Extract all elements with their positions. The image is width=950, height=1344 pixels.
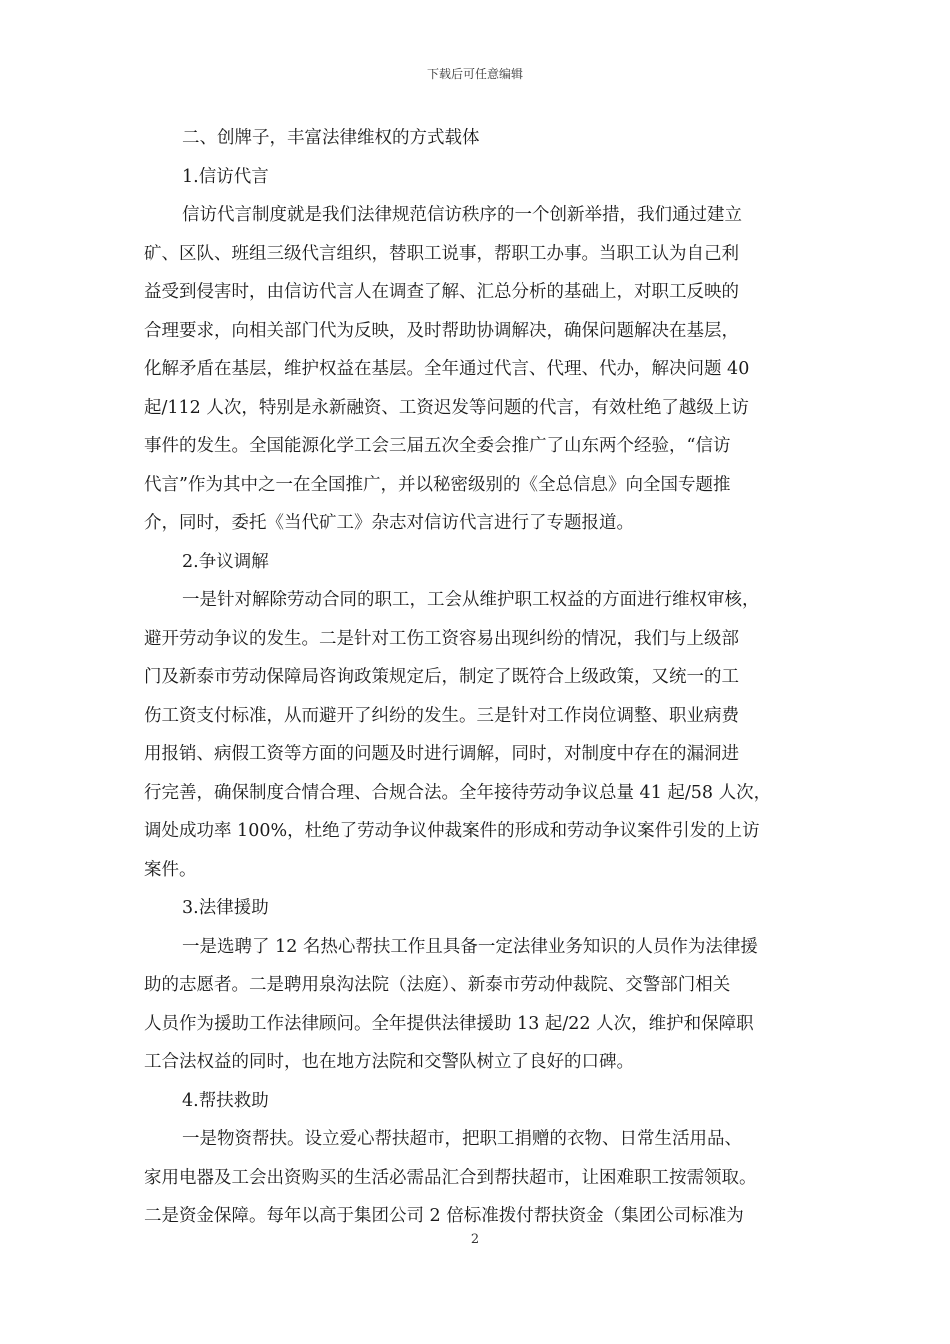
text-line: 1.信访代言 [182, 166, 269, 187]
text-line: 助的志愿者。二是聘用泉沟法院（法庭）、新泰市劳动仲裁院、交警部门相关 [144, 975, 731, 995]
text-line: 一是选聘了 12 名热心帮扶工作且具备一定法律业务知识的人员作为法律援 [182, 936, 758, 957]
text-line: 代言”作为其中之一在全国推广，并以秘密级别的《全总信息》向全国专题推 [144, 474, 731, 495]
text-line: 伤工资支付标准，从而避开了纠纷的发生。三是针对工作岗位调整、职业病费 [144, 705, 739, 726]
text-line: 行完善，确保制度合情合理、合规合法。全年接待劳动争议总量 41 起/58 人次， [144, 782, 772, 803]
text-line: 事件的发生。全国能源化学工会三届五次全委会推广了山东两个经验，“信访 [144, 436, 731, 456]
text-line: 家用电器及工会出资购买的生活必需品汇合到帮扶超市，让困难职工按需领取。 [144, 1167, 757, 1188]
text-line: 案件。 [144, 859, 197, 880]
text-line: 2.争议调解 [182, 551, 269, 572]
text-line: 二是资金保障。每年以高于集团公司 2 倍标准拨付帮扶资金（集团公司标准为 [144, 1206, 744, 1226]
text-line: 信访代言制度就是我们法律规范信访秩序的一个创新举措，我们通过建立 [182, 205, 742, 225]
text-line: 化解矛盾在基层，维护权益在基层。全年通过代言、代理、代办，解决问题 40 [144, 359, 750, 379]
page-header: 下载后可任意编辑 [426, 67, 523, 81]
document-body [144, 119, 808, 1236]
text-line: 矿、区队、班组三级代言组织，替职工说事，帮职工办事。当职工认为自己利 [144, 243, 739, 264]
text-line: 合理要求，向相关部门代为反映，及时帮助协调解决，确保问题解决在基层， [144, 320, 739, 341]
text-line: 门及新泰市劳动保障局咨询政策规定后，制定了既符合上级政策，又统一的工 [144, 667, 739, 687]
text-line: 人员作为援助工作法律顾问。全年提供法律援助 13 起/22 人次，维护和保障职 [144, 1013, 754, 1034]
text-line: 工合法权益的同时，也在地方法院和交警队树立了良好的口碑。 [144, 1052, 634, 1072]
text-line: 一是针对解除劳动合同的职工，工会从维护职工权益的方面进行维权审核， [182, 590, 760, 610]
text-line: 二、创牌子，丰富法律维权的方式载体 [182, 128, 480, 148]
text-line: 避开劳动争议的发生。二是针对工伤工资容易出现纠纷的情况，我们与上级部 [144, 628, 739, 649]
text-line: 3.法律援助 [182, 898, 269, 918]
text-line: 益受到侵害时，由信访代言人在调查了解、汇总分析的基础上，对职工反映的 [144, 282, 739, 302]
text-line: 用报销、病假工资等方面的问题及时进行调解，同时，对制度中存在的漏洞进 [144, 744, 739, 764]
text-line: 一是物资帮扶。设立爱心帮扶超市，把职工捐赠的衣物、日常生活用品、 [182, 1129, 742, 1149]
text-line: 4.帮扶救助 [182, 1090, 269, 1111]
page-number: 2 [470, 1232, 480, 1247]
text-line: 起/112 人次，特别是永新融资、工资迟发等问题的代言，有效杜绝了越级上访 [144, 397, 749, 418]
text-line: 介，同时，委托《当代矿工》杂志对信访代言进行了专题报道。 [144, 513, 634, 533]
text-line: 调处成功率 100%，杜绝了劳动争议仲裁案件的形成和劳动争议案件引发的上访 [144, 821, 760, 841]
